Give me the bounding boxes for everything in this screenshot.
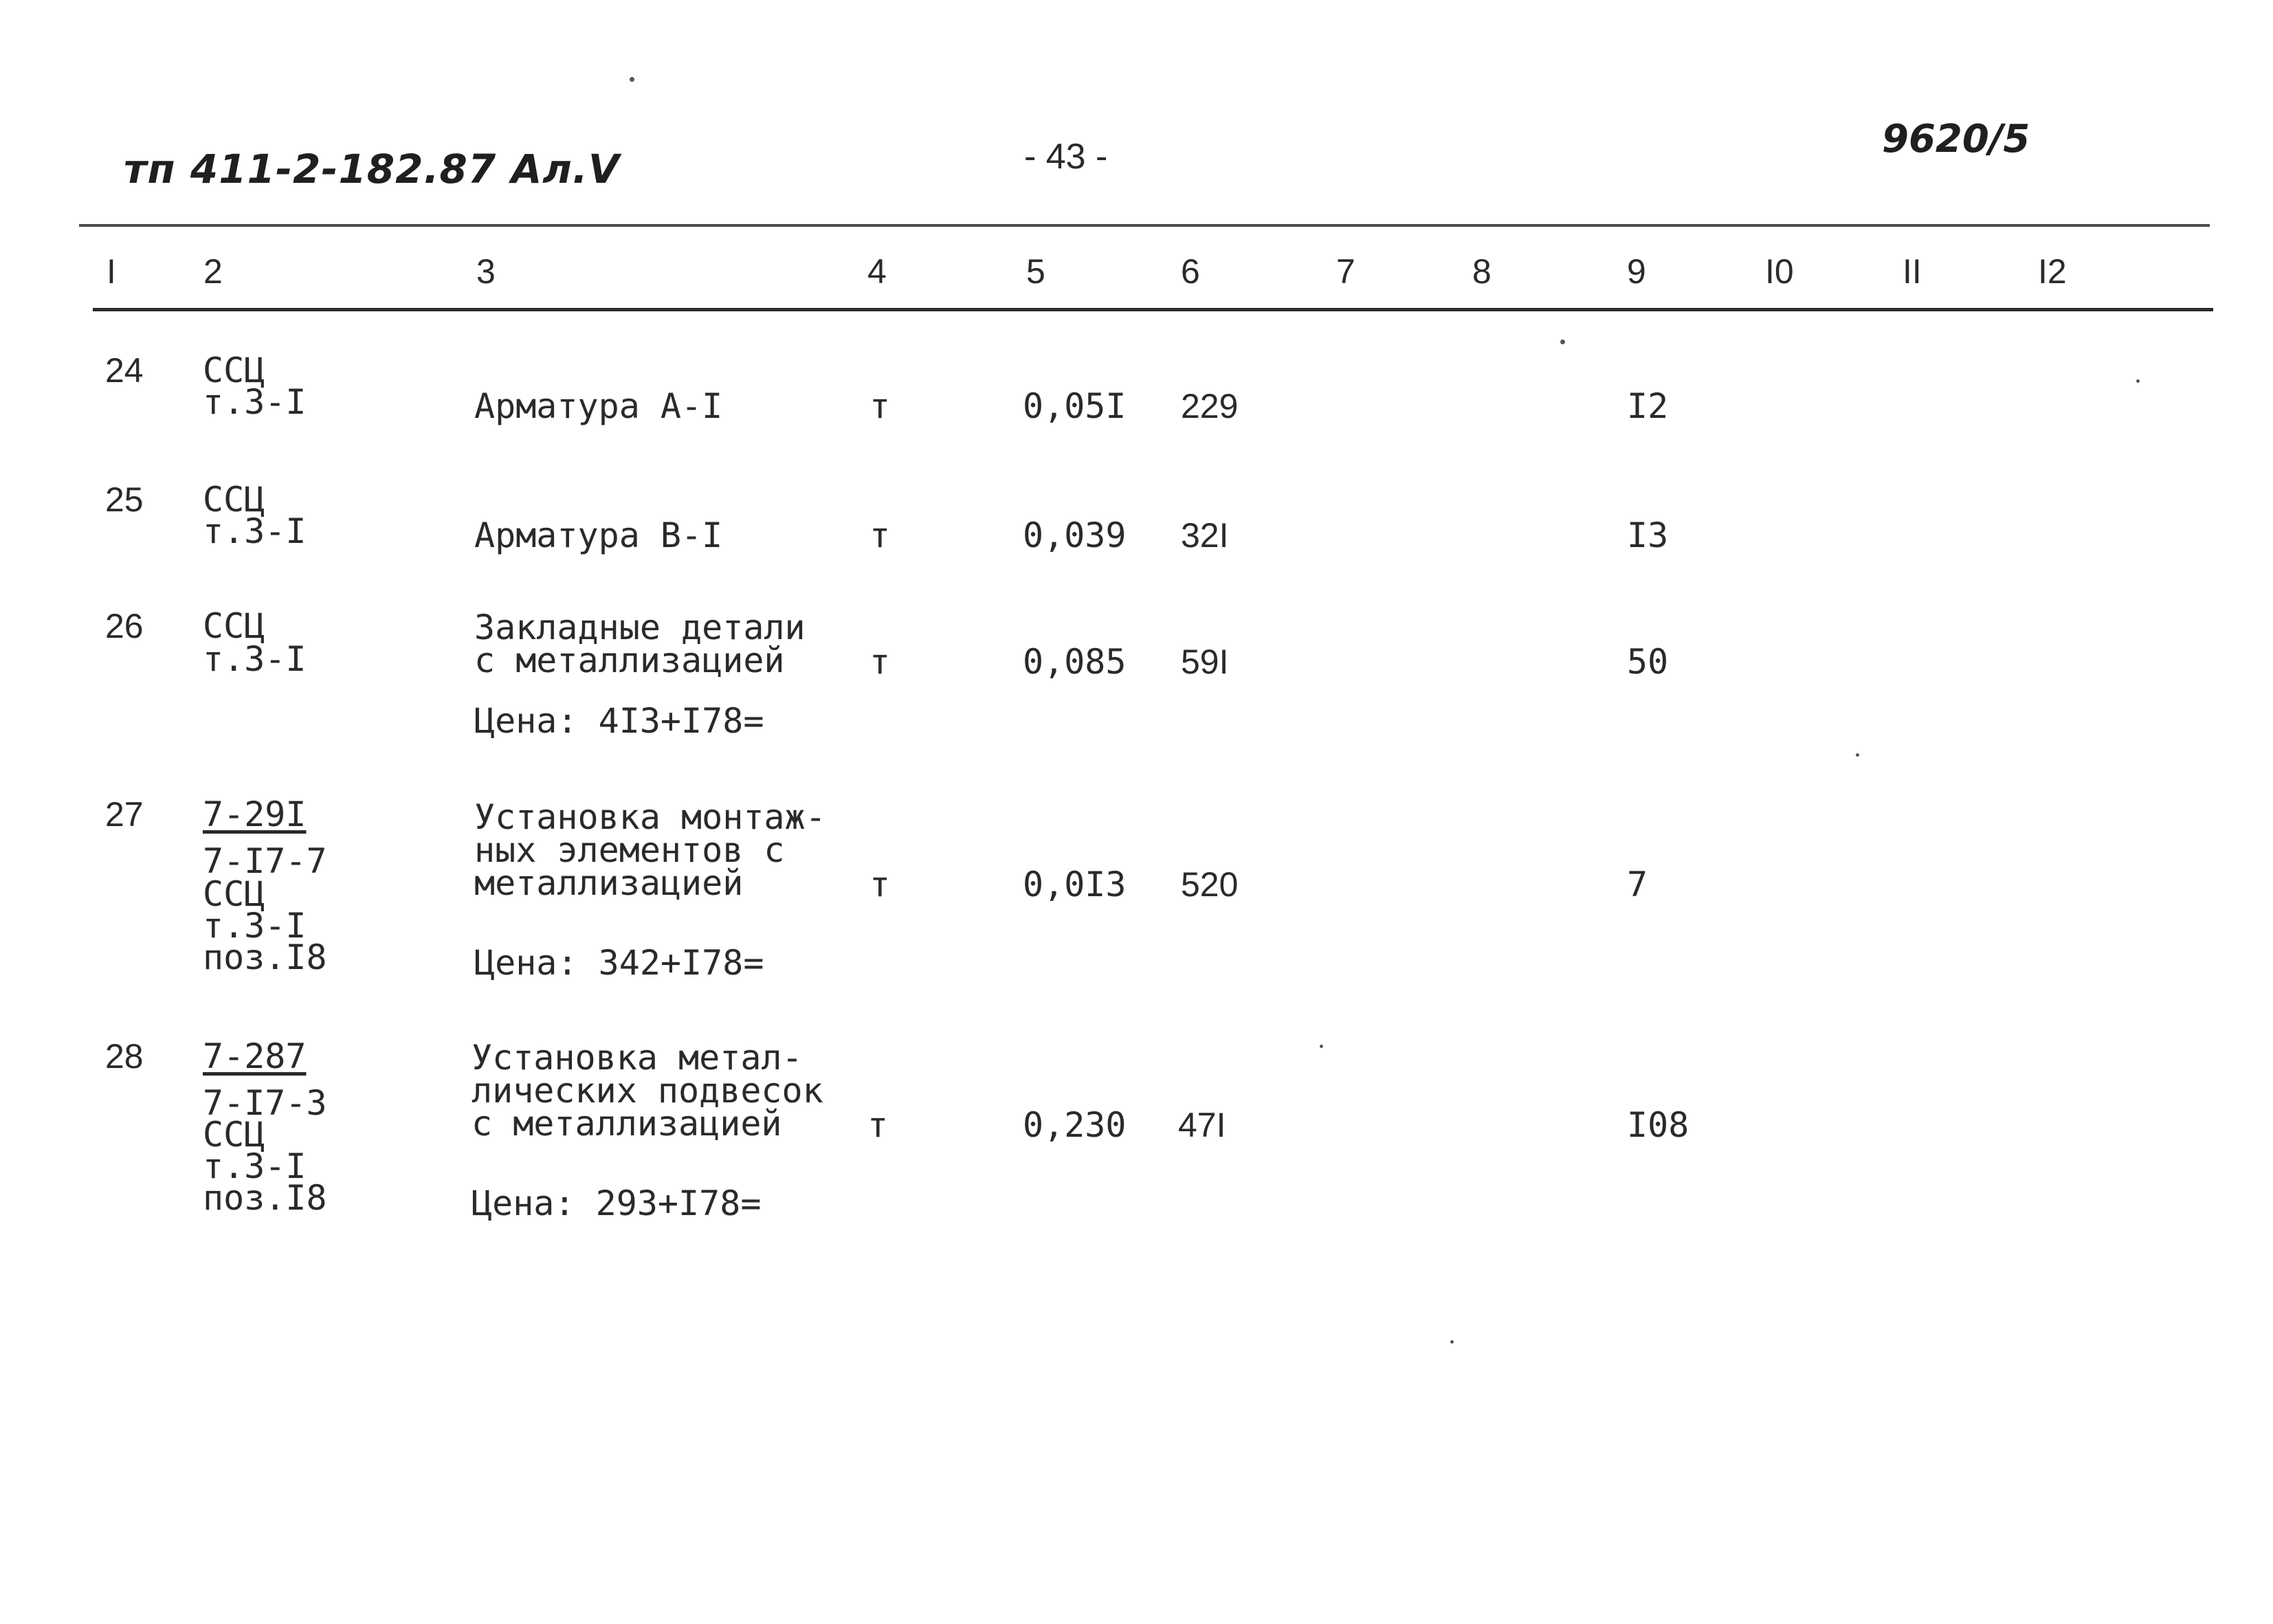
unit: т bbox=[869, 386, 891, 426]
column-9-value: I08 bbox=[1627, 1105, 1689, 1145]
unit-cost: 59I bbox=[1181, 643, 1229, 681]
item-name: ных элементов с bbox=[474, 830, 785, 870]
price-note: Цена: 342+I78= bbox=[474, 943, 764, 983]
reference-line: т.3-I bbox=[203, 1146, 307, 1186]
reference-line: 7-29I bbox=[203, 794, 307, 834]
column-header: II bbox=[1903, 252, 1922, 291]
reference-line: 7-287 bbox=[203, 1036, 307, 1076]
column-header: 2 bbox=[203, 252, 223, 291]
row-number: 26 bbox=[105, 607, 144, 645]
reference-line: т.3-I bbox=[203, 382, 307, 422]
column-header: 3 bbox=[476, 252, 496, 291]
scan-speck bbox=[1450, 1340, 1454, 1344]
row-number: 27 bbox=[105, 795, 144, 834]
unit: т bbox=[869, 865, 891, 904]
reference-line: ССЦ bbox=[203, 606, 265, 646]
reference-line: поз.I8 bbox=[203, 1178, 327, 1218]
column-header: 5 bbox=[1026, 252, 1045, 291]
item-name: Установка метал- bbox=[472, 1038, 803, 1078]
unit-cost: 229 bbox=[1181, 387, 1239, 425]
column-9-value: 7 bbox=[1627, 865, 1648, 904]
scan-speck bbox=[1560, 340, 1565, 344]
quantity: 0,230 bbox=[1023, 1105, 1127, 1145]
sheet-number: 9620/5 bbox=[1882, 117, 2030, 162]
unit: т bbox=[869, 642, 891, 682]
column-header: 7 bbox=[1336, 252, 1355, 291]
quantity: 0,085 bbox=[1023, 642, 1127, 682]
reference-line: 7-I7-7 bbox=[203, 841, 327, 881]
quantity: 0,0I3 bbox=[1023, 865, 1127, 904]
unit-cost: 47I bbox=[1178, 1106, 1226, 1144]
column-header: 8 bbox=[1472, 252, 1492, 291]
item-name: лических подвесок bbox=[472, 1071, 823, 1111]
reference-line: ССЦ bbox=[203, 351, 265, 390]
column-header: 4 bbox=[867, 252, 887, 291]
item-name: Установка монтаж- bbox=[474, 797, 826, 837]
item-name: Закладные детали bbox=[474, 608, 806, 647]
column-header: 6 bbox=[1181, 252, 1200, 291]
reference-line: т.3-I bbox=[203, 511, 307, 551]
page-number: - 43 - bbox=[1024, 137, 1108, 177]
row-number: 28 bbox=[105, 1037, 144, 1076]
document-code: тп 411-2-182.87 Ал.V bbox=[124, 146, 620, 192]
item-name: Арматура В-I bbox=[474, 515, 723, 555]
unit: т bbox=[869, 515, 891, 555]
column-9-value: 50 bbox=[1627, 642, 1669, 682]
unit-cost: 520 bbox=[1181, 865, 1239, 904]
item-name: Арматура А-I bbox=[474, 386, 723, 426]
item-name: металлизацией bbox=[474, 863, 744, 903]
column-header: I0 bbox=[1765, 252, 1794, 291]
unit-cost: 32I bbox=[1181, 516, 1229, 555]
reference-line: ССЦ bbox=[203, 480, 265, 520]
reference-line: ССЦ bbox=[203, 1115, 265, 1155]
row-number: 24 bbox=[105, 351, 144, 390]
scan-speck bbox=[630, 77, 634, 82]
column-9-value: I3 bbox=[1627, 515, 1669, 555]
row-number: 25 bbox=[105, 480, 144, 519]
reference-line: т.3-I bbox=[203, 906, 307, 946]
item-name: с металлизацией bbox=[474, 641, 785, 680]
unit: т bbox=[867, 1105, 889, 1145]
reference-line: ССЦ bbox=[203, 874, 265, 914]
scan-speck bbox=[1856, 753, 1859, 757]
header-rule bbox=[93, 308, 2213, 311]
scan-speck bbox=[1320, 1045, 1323, 1048]
quantity: 0,039 bbox=[1023, 515, 1127, 555]
item-name: с металлизацией bbox=[472, 1104, 782, 1144]
top-rule bbox=[79, 224, 2210, 227]
price-note: Цена: 4I3+I78= bbox=[474, 701, 764, 741]
column-header: I2 bbox=[2038, 252, 2067, 291]
scan-speck bbox=[2136, 379, 2140, 383]
reference-line: т.3-I bbox=[203, 639, 307, 679]
reference-line: поз.I8 bbox=[203, 937, 327, 977]
column-header: 9 bbox=[1627, 252, 1646, 291]
reference-line: 7-I7-3 bbox=[203, 1083, 327, 1123]
column-header: I bbox=[107, 252, 116, 291]
quantity: 0,05I bbox=[1023, 386, 1127, 426]
price-note: Цена: 293+I78= bbox=[472, 1183, 762, 1223]
column-9-value: I2 bbox=[1627, 386, 1669, 426]
